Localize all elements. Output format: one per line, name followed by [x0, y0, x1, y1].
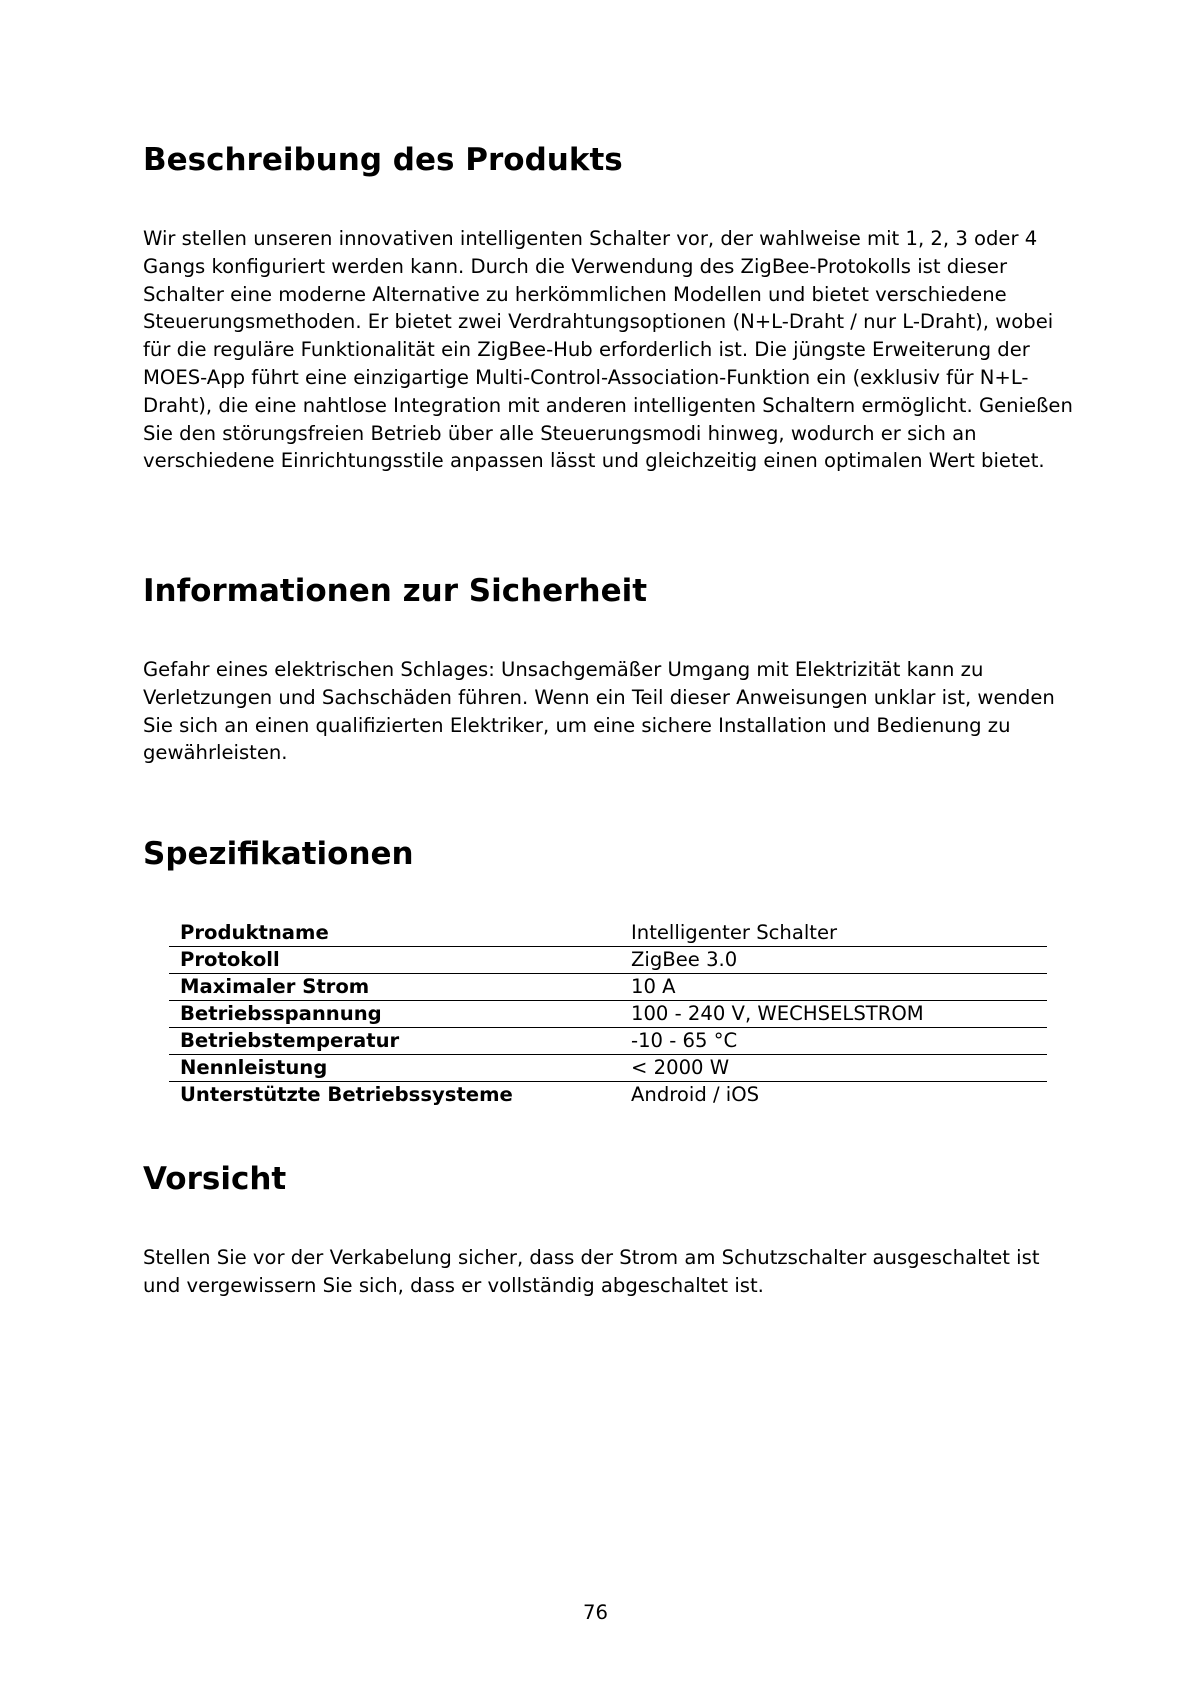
- section-heading-description: Beschreibung des Produkts: [143, 142, 623, 178]
- safety-paragraph: Gefahr eines elektrischen Schlages: Unsachgemäßer Umgang mit Elektrizität kann zu Verletzungen und Sachschäden führen. Wenn ein Teil dieser Anweisungen unklar ist, wenden Sie sich an einen qualifizierten Elektriker, um eine sichere Installation und Bedienung zu gewährleisten.: [143, 658, 1055, 765]
- spec-key: Betriebsspannung: [169, 1001, 620, 1028]
- table-row: [169, 1055, 1047, 1082]
- table-row: [169, 1028, 1047, 1055]
- spec-value: 100 - 240 V, WECHSELSTROM: [620, 1001, 1047, 1028]
- spec-value: ZigBee 3.0: [620, 947, 1047, 974]
- spec-key: Betriebstemperatur: [169, 1028, 620, 1055]
- spec-key: Protokoll: [169, 947, 620, 974]
- spec-key: Unterstützte Betriebssysteme: [169, 1082, 620, 1109]
- section-heading-specifications: Spezifikationen: [143, 836, 414, 872]
- page-number: 76: [583, 1601, 608, 1624]
- table-row: [169, 1001, 1047, 1028]
- section-heading-safety: Informationen zur Sicherheit: [143, 573, 648, 609]
- table-row: [169, 947, 1047, 974]
- table-row: [169, 920, 1047, 947]
- description-paragraph: Wir stellen unseren innovativen intelligenten Schalter vor, der wahlweise mit 1, 2, 3 oder 4 Gangs konfiguriert werden kann. Durch die Verwendung des ZigBee-Protokolls ist dieser Schalter eine moderne Alternative zu herkömmlichen Modellen und bietet verschiedene Steuerungsmethoden. Er bietet zwei Verdrahtungsoptionen (N+L-Draht / nur L-Draht), wobei für die reguläre Funktionalität ein ZigBee-Hub erforderlich ist. Die jüngste Erweiterung der MOES-App führt eine einzigartige Multi-Control-Association-Funktion ein (exklusiv für N+L-Draht), die eine nahtlose Integration mit anderen intelligenten Schaltern ermöglicht. Genießen Sie den störungsfreien Betrieb über alle Steuerungsmodi hinweg, wodurch er sich an verschiedene Einrichtungsstile anpassen lässt und gleichzeitig einen optimalen Wert bietet.: [143, 227, 1073, 473]
- table-row: [169, 1082, 1047, 1109]
- table-row: [169, 974, 1047, 1001]
- caution-paragraph: Stellen Sie vor der Verkabelung sicher, dass der Strom am Schutzschalter ausgeschaltet ist und vergewissern Sie sich, dass er vollständig abgeschaltet ist.: [143, 1246, 1040, 1297]
- spec-key: Maximaler Strom: [169, 974, 620, 1001]
- specifications-table: [169, 920, 1047, 1108]
- spec-value: -10 - 65 °C: [620, 1028, 1047, 1055]
- section-heading-caution: Vorsicht: [143, 1161, 287, 1197]
- spec-key: Nennleistung: [169, 1055, 620, 1082]
- spec-value: 10 A: [620, 974, 1047, 1001]
- spec-value: Android / iOS: [620, 1082, 1047, 1109]
- spec-key: Produktname: [180, 921, 329, 944]
- spec-value: < 2000 W: [620, 1055, 1047, 1082]
- spec-value: Intelligenter Schalter: [631, 921, 838, 944]
